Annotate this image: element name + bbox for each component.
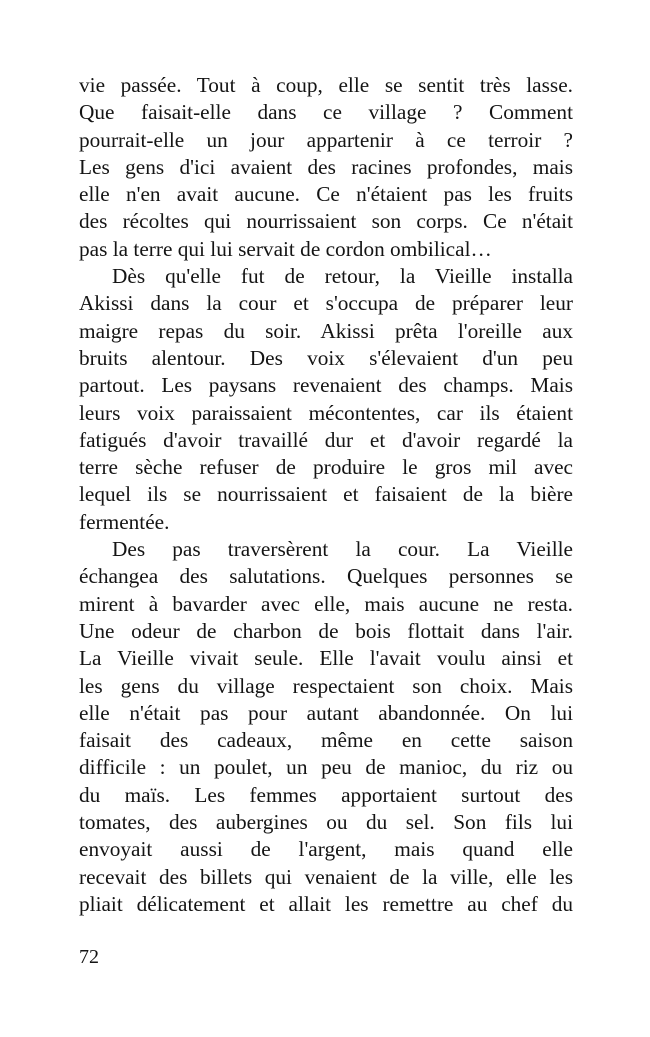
text-line: Les gens d'ici avaient des racines profondes, mais <box>79 154 573 179</box>
text-line: Dès qu'elle fut de retour, la Vieille installa <box>112 264 573 289</box>
body-text <box>79 72 573 918</box>
text-line: envoyait aussi de l'argent, mais quand elle <box>79 837 573 862</box>
text-line: elle n'était pas pour autant abandonnée. On lui <box>79 700 573 725</box>
text-line: Akissi dans la cour et s'occupa de préparer leur <box>79 291 573 316</box>
text-line: difficile : un poulet, un peu de manioc, du riz ou <box>79 755 573 780</box>
text-line: Une odeur de charbon de bois flottait dans l'air. <box>79 618 573 643</box>
text-line: bruits alentour. Des voix s'élevaient d'un peu <box>79 345 573 370</box>
text-line: fermentée. <box>79 509 170 534</box>
text-line: La Vieille vivait seule. Elle l'avait voulu ainsi et <box>79 646 573 671</box>
text-line: des récoltes qui nourrissaient son corps. Ce n'était <box>79 209 573 234</box>
text-line: pas la terre qui lui servait de cordon ombilical… <box>79 236 492 261</box>
text-line: partout. Les paysans revenaient des champs. Mais <box>79 373 573 398</box>
text-line: lequel ils se nourrissaient et faisaient de la bière <box>79 482 573 507</box>
text-line: du maïs. Les femmes apportaient surtout des <box>79 782 573 807</box>
text-line: terre sèche refuser de produire le gros mil avec <box>79 455 573 480</box>
text-line: tomates, des aubergines ou du sel. Son fils lui <box>79 810 573 835</box>
text-line: pourrait-elle un jour appartenir à ce terroir ? <box>79 127 573 152</box>
page-number: 72 <box>79 946 99 968</box>
text-line: elle n'en avait aucune. Ce n'étaient pas les fruits <box>79 182 573 207</box>
text-line: Des pas traversèrent la cour. La Vieille <box>112 537 573 562</box>
text-line: mirent à bavarder avec elle, mais aucune ne resta. <box>79 591 573 616</box>
text-line: vie passée. Tout à coup, elle se sentit très lasse. <box>79 73 573 97</box>
text-line: fatigués d'avoir travaillé dur et d'avoir regardé la <box>79 427 573 452</box>
text-line: recevait des billets qui venaient de la ville, elle les <box>79 864 573 889</box>
text-line: Que faisait-elle dans ce village ? Comment <box>79 100 573 125</box>
text-line: maigre repas du soir. Akissi prêta l'oreille aux <box>79 318 573 343</box>
text-line: les gens du village respectaient son choix. Mais <box>79 673 573 698</box>
text-line: leurs voix paraissaient mécontentes, car ils étaient <box>79 400 573 425</box>
text-line: échangea des salutations. Quelques personnes se <box>79 564 573 589</box>
text-line: pliait délicatement et allait les remettre au chef du <box>79 891 573 916</box>
text-line: faisait des cadeaux, même en cette saison <box>79 728 573 753</box>
